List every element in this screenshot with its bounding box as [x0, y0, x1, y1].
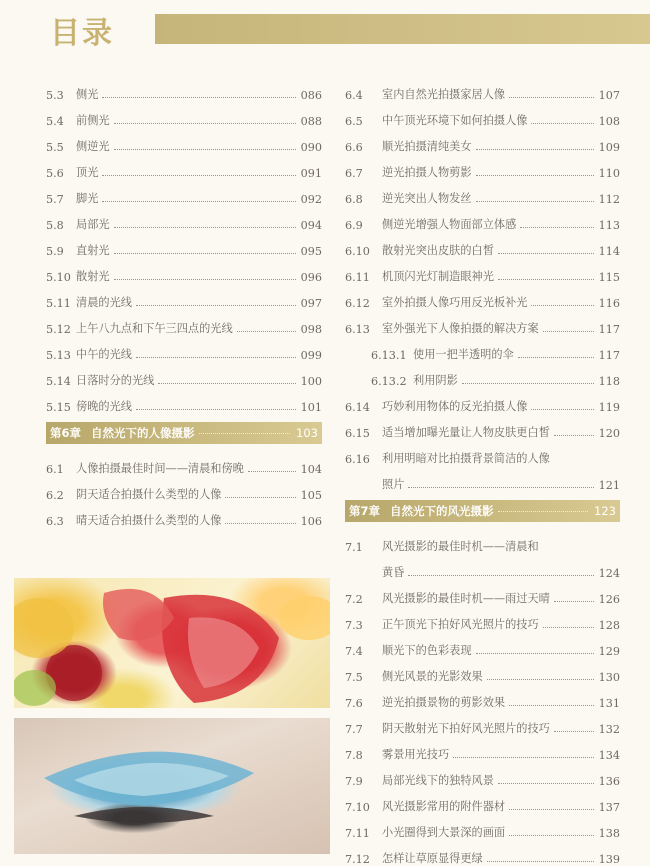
leader-dots [498, 253, 594, 254]
entry-title: 逆光拍摄人物剪影 [382, 166, 472, 179]
toc-entry[interactable] [345, 762, 620, 788]
toc-entry[interactable] [345, 336, 620, 362]
toc-list [46, 450, 322, 528]
entry-page: 117 [598, 323, 620, 336]
entry-page: 112 [598, 193, 620, 206]
leader-dots [199, 433, 290, 434]
toc-entry[interactable] [46, 502, 322, 528]
toc-entry[interactable] [345, 128, 620, 154]
entry-page: 119 [598, 401, 620, 414]
entry-title: 雾景用光技巧 [382, 748, 450, 761]
entry-number: 5.14 [46, 375, 71, 388]
entry-number: 7.6 [345, 697, 363, 710]
entry-title: 侧光风景的光影效果 [382, 670, 483, 683]
entry-number: 6.14 [345, 401, 370, 414]
entry-page: 088 [300, 115, 322, 128]
entry-page: 101 [300, 401, 322, 414]
leader-dots [531, 409, 594, 410]
entry-page: 120 [598, 427, 620, 440]
leader-dots [476, 149, 594, 150]
entry-number: 5.9 [46, 245, 64, 258]
entry-number: 5.15 [46, 401, 71, 414]
leader-dots [509, 705, 594, 706]
leader-dots [518, 357, 594, 358]
chapter-7-heading[interactable] [345, 500, 620, 522]
leader-dots [114, 279, 296, 280]
toc-entry[interactable] [46, 180, 322, 206]
entry-page: 129 [598, 645, 620, 658]
entry-title: 晴天适合拍摄什么类型的人像 [76, 514, 222, 527]
leader-dots [487, 679, 594, 680]
entry-title: 顺光拍摄清纯美女 [382, 140, 472, 153]
entry-number: 6.10 [345, 245, 370, 258]
entry-number: 6.16 [345, 453, 370, 466]
leader-dots [102, 201, 296, 202]
leader-dots [520, 227, 594, 228]
entry-page: 132 [598, 723, 620, 736]
entry-number: 6.3 [46, 515, 64, 528]
entry-number: 7.1 [345, 541, 363, 554]
entry-title: 使用一把半透明的伞 [413, 348, 514, 361]
entry-title: 侧逆光 [76, 140, 110, 153]
entry-title: 人像拍摄最佳时间——清晨和傍晚 [76, 462, 244, 475]
toc-sublist [345, 336, 620, 388]
leader-dots [136, 305, 296, 306]
toc-list [345, 580, 620, 866]
entry-number: 5.3 [46, 89, 64, 102]
toc-column-left [46, 76, 322, 528]
toc-entry[interactable] [345, 580, 620, 606]
entry-number: 6.2 [46, 489, 64, 502]
toc-entry[interactable] [345, 154, 620, 180]
entry-title: 室外强光下人像拍摄的解决方案 [382, 322, 539, 335]
entry-number: 7.10 [345, 801, 370, 814]
toc-entry[interactable] [46, 154, 322, 180]
toc-entry[interactable] [345, 788, 620, 814]
entry-number: 6.15 [345, 427, 370, 440]
entry-number: 6.4 [345, 89, 363, 102]
leader-dots [531, 305, 594, 306]
leader-dots [531, 123, 594, 124]
entry-page: 100 [300, 375, 322, 388]
chapter-page: 103 [296, 426, 318, 440]
toc-entry[interactable] [345, 606, 620, 632]
entry-page: 105 [300, 489, 322, 502]
entry-title: 利用阴影 [413, 374, 458, 387]
entry-page: 128 [598, 619, 620, 632]
leader-dots [554, 601, 594, 602]
toc-entry[interactable] [46, 362, 322, 388]
entry-title: 中午的光线 [76, 348, 132, 361]
toc-entry[interactable] [46, 76, 322, 102]
entry-number: 6.1 [46, 463, 64, 476]
toc-entry[interactable] [345, 310, 620, 336]
toc-entry[interactable] [345, 180, 620, 206]
leader-dots [136, 409, 296, 410]
entry-title: 巧妙利用物体的反光拍摄人像 [382, 400, 528, 413]
entry-title: 利用明暗对比拍摄背景简洁的人像 [382, 452, 550, 465]
fruit-photo [14, 578, 330, 708]
leader-dots [476, 175, 594, 176]
entry-number: 6.13 [345, 323, 370, 336]
toc-entry[interactable] [46, 450, 322, 476]
entry-title-cont: 黄昏 [382, 566, 405, 579]
toc-entry[interactable] [46, 388, 322, 414]
leader-dots [237, 331, 296, 332]
entry-title: 风光摄影的最佳时机——清晨和 [382, 540, 539, 553]
leader-dots [462, 383, 594, 384]
toc-entry[interactable] [345, 206, 620, 232]
entry-page: 115 [598, 271, 620, 284]
leader-dots [225, 497, 296, 498]
leader-dots [498, 783, 594, 784]
chapter-number: 第6章 [50, 426, 82, 440]
entry-page: 107 [598, 89, 620, 102]
toc-entry[interactable] [345, 232, 620, 258]
entry-number: 7.8 [345, 749, 363, 762]
leader-dots [476, 653, 594, 654]
toc-entry[interactable] [345, 632, 620, 658]
leader-dots [498, 279, 594, 280]
entry-title: 前侧光 [76, 114, 110, 127]
leader-dots [136, 357, 296, 358]
entry-title: 室外拍摄人像巧用反光板补光 [382, 296, 528, 309]
chapter-title: 自然光下的风光摄影 [390, 504, 494, 518]
chapter-number: 第7章 [349, 504, 381, 518]
entry-title: 日落时分的光线 [76, 374, 155, 387]
chapter-page: 123 [594, 504, 616, 518]
entry-page: 116 [598, 297, 620, 310]
entry-number: 7.5 [345, 671, 363, 684]
leader-dots [408, 487, 594, 488]
entry-title: 局部光线下的独特风景 [382, 774, 494, 787]
entry-page: 138 [598, 827, 620, 840]
leader-dots [476, 201, 594, 202]
entry-number: 6.11 [345, 271, 370, 284]
entry-title: 侧逆光增强人物面部立体感 [382, 218, 517, 231]
chapter-6-heading[interactable] [46, 422, 322, 444]
entry-number: 5.5 [46, 141, 64, 154]
leader-dots [543, 627, 594, 628]
toc-entry[interactable] [345, 840, 620, 866]
entry-title: 阴天适合拍摄什么类型的人像 [76, 488, 222, 501]
entry-title: 逆光突出人物发丝 [382, 192, 472, 205]
toc-entry[interactable] [345, 258, 620, 284]
entry-title: 顶光 [76, 166, 99, 179]
entry-number: 7.11 [345, 827, 370, 840]
entry-title: 散射光突出皮肤的白皙 [382, 244, 494, 257]
entry-page: 126 [598, 593, 620, 606]
toc-entry[interactable] [345, 102, 620, 128]
entry-title: 怎样让草原显得更绿 [382, 852, 483, 865]
entry-page: 097 [300, 297, 322, 310]
entry-number: 5.4 [46, 115, 64, 128]
leader-dots [453, 757, 594, 758]
toc-entry[interactable] [345, 684, 620, 710]
entry-number: 7.4 [345, 645, 363, 658]
entry-number: 7.3 [345, 619, 363, 632]
entry-page: 108 [598, 115, 620, 128]
entry-page: 090 [300, 141, 322, 154]
entry-title: 室内自然光拍摄家居人像 [382, 88, 506, 101]
entry-page: 099 [300, 349, 322, 362]
entry-title: 脚光 [76, 192, 99, 205]
toc-entry[interactable] [46, 128, 322, 154]
entry-number: 6.5 [345, 115, 363, 128]
leader-dots [114, 123, 296, 124]
title-bar [155, 14, 650, 44]
toc-list [345, 388, 620, 440]
entry-page: 086 [300, 89, 322, 102]
entry-title: 小光圈得到大景深的画面 [382, 826, 506, 839]
entry-title: 风光摄影的最佳时机——雨过天晴 [382, 592, 550, 605]
toc-entry[interactable] [345, 362, 620, 388]
entry-number: 6.6 [345, 141, 363, 154]
entry-page: 094 [300, 219, 322, 232]
toc-title: 目录 [50, 16, 114, 51]
leader-dots [408, 575, 594, 576]
entry-number: 7.7 [345, 723, 363, 736]
entry-title: 顺光下的色彩表现 [382, 644, 472, 657]
entry-title: 侧光 [76, 88, 99, 101]
entry-number: 7.12 [345, 853, 370, 866]
entry-number: 5.12 [46, 323, 71, 336]
entry-title: 直射光 [76, 244, 110, 257]
toc-entry[interactable] [345, 414, 620, 440]
leader-dots [509, 835, 594, 836]
toc-entry-6-16[interactable] [345, 440, 620, 492]
entry-page: 092 [300, 193, 322, 206]
leader-dots [554, 731, 594, 732]
entry-title: 散射光 [76, 270, 110, 283]
toc-entry[interactable] [345, 658, 620, 684]
entry-number: 6.7 [345, 167, 363, 180]
entry-title: 机顶闪光灯制造眼神光 [382, 270, 494, 283]
toc-entry[interactable] [345, 814, 620, 840]
entry-page: 134 [598, 749, 620, 762]
entry-page: 110 [598, 167, 620, 180]
entry-title: 适当增加曝光量让人物皮肤更白皙 [382, 426, 550, 439]
entry-title-cont: 照片 [382, 478, 405, 491]
entry-page: 091 [300, 167, 322, 180]
entry-number: 5.11 [46, 297, 71, 310]
entry-title: 风光摄影常用的附件器材 [382, 800, 506, 813]
entry-page: 124 [598, 567, 620, 580]
entry-page: 114 [598, 245, 620, 258]
entry-title: 阴天散射光下拍好风光照片的技巧 [382, 722, 550, 735]
toc-list [46, 76, 322, 414]
entry-number: 6.13.1 [371, 349, 407, 362]
entry-page: 139 [598, 853, 620, 866]
toc-entry[interactable] [46, 476, 322, 502]
leader-dots [158, 383, 296, 384]
toc-list [345, 76, 620, 336]
entry-number: 5.10 [46, 271, 71, 284]
toc-entry[interactable] [46, 258, 322, 284]
entry-number: 5.8 [46, 219, 64, 232]
toc-entry[interactable] [345, 388, 620, 414]
toc-entry[interactable] [345, 736, 620, 762]
leader-dots [114, 253, 296, 254]
entry-number: 5.6 [46, 167, 64, 180]
toc-entry[interactable] [46, 336, 322, 362]
entry-title: 正午顶光下拍好风光照片的技巧 [382, 618, 539, 631]
entry-page: 121 [598, 479, 620, 492]
entry-number: 6.13.2 [371, 375, 407, 388]
toc-entry[interactable] [345, 284, 620, 310]
entry-page: 106 [300, 515, 322, 528]
entry-page: 130 [598, 671, 620, 684]
entry-number: 5.7 [46, 193, 64, 206]
toc-entry[interactable] [345, 76, 620, 102]
entry-title: 逆光拍摄景物的剪影效果 [382, 696, 506, 709]
entry-page: 131 [598, 697, 620, 710]
entry-page: 096 [300, 271, 322, 284]
entry-number: 5.13 [46, 349, 71, 362]
toc-entry-7-1[interactable] [345, 528, 620, 580]
leader-dots [543, 331, 594, 332]
entry-page: 104 [300, 463, 322, 476]
entry-number: 7.2 [345, 593, 363, 606]
entry-number: 6.12 [345, 297, 370, 310]
leader-dots [554, 435, 594, 436]
toc-column-right [345, 76, 620, 866]
leader-dots [509, 97, 594, 98]
toc-entry[interactable] [345, 710, 620, 736]
toc-entry[interactable] [46, 310, 322, 336]
toc-entry[interactable] [46, 102, 322, 128]
entry-page: 098 [300, 323, 322, 336]
entry-page: 113 [598, 219, 620, 232]
entry-number: 6.8 [345, 193, 363, 206]
leader-dots [102, 175, 296, 176]
toc-entry[interactable] [46, 232, 322, 258]
leader-dots [114, 149, 296, 150]
leader-dots [509, 809, 594, 810]
entry-page: 117 [598, 349, 620, 362]
entry-page: 118 [598, 375, 620, 388]
entry-page: 137 [598, 801, 620, 814]
leader-dots [114, 227, 296, 228]
entry-page: 136 [598, 775, 620, 788]
entry-number: 7.9 [345, 775, 363, 788]
entry-page: 095 [300, 245, 322, 258]
chapter-title: 自然光下的人像摄影 [91, 426, 195, 440]
entry-title: 中午顶光环境下如何拍摄人像 [382, 114, 528, 127]
eye-makeup-photo [14, 718, 330, 854]
toc-entry[interactable] [46, 206, 322, 232]
leader-dots [102, 97, 296, 98]
leader-dots [498, 511, 588, 512]
entry-title: 清晨的光线 [76, 296, 132, 309]
leader-dots [248, 471, 296, 472]
leader-dots [487, 861, 594, 862]
entry-page: 109 [598, 141, 620, 154]
entry-number: 6.9 [345, 219, 363, 232]
leader-dots [225, 523, 296, 524]
entry-title: 局部光 [76, 218, 110, 231]
entry-title: 傍晚的光线 [76, 400, 132, 413]
entry-title: 上午八九点和下午三四点的光线 [76, 322, 233, 335]
toc-entry[interactable] [46, 284, 322, 310]
